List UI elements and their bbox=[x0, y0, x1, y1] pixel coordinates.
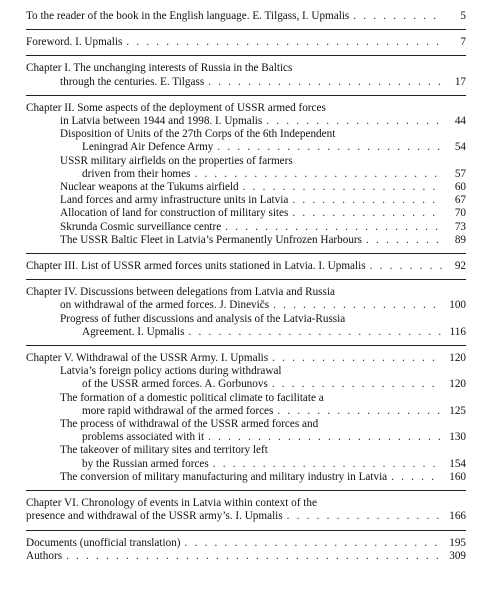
toc-subentry-title: The process of withdrawal of the USSR armed forces and bbox=[60, 418, 319, 431]
toc-entry-title: To the reader of the book in the English language. E. Tilgass, I. Upmalis bbox=[26, 10, 350, 22]
toc-entry-title-cont: in Latvia between 1944 and 1998. I. Upmalis bbox=[60, 115, 263, 128]
toc-subentry-title: Progress of futher discussions and analysis of the Latvia-Russia bbox=[60, 312, 346, 325]
toc-subentry-title: Allocation of land for construction of military sites bbox=[60, 207, 289, 220]
toc-entry-title-cont: presence and withdrawal of the USSR army’s. I. Upmalis bbox=[26, 510, 283, 523]
toc-subentry-title: The USSR Baltic Fleet in Latvia’s Permanently Unfrozen Harbours bbox=[60, 233, 362, 246]
toc-page-number: 160 bbox=[449, 470, 466, 483]
toc-entry-chapter-3[interactable] bbox=[26, 260, 466, 273]
dot-leader bbox=[287, 510, 442, 523]
toc-subentry[interactable] bbox=[26, 365, 466, 391]
dot-leader bbox=[370, 260, 442, 273]
toc-page-number: 166 bbox=[449, 510, 466, 523]
toc-page-number: 7 bbox=[460, 36, 466, 49]
dot-leader bbox=[272, 378, 442, 391]
toc-subentry[interactable] bbox=[26, 471, 466, 484]
dot-leader bbox=[292, 207, 442, 220]
toc-page-number: 60 bbox=[454, 181, 466, 194]
toc-entry-chapter-5[interactable] bbox=[26, 352, 466, 365]
dot-leader bbox=[266, 115, 442, 128]
toc-page-number: 125 bbox=[449, 404, 466, 417]
dot-leader bbox=[189, 326, 442, 339]
toc-page-number: 92 bbox=[454, 260, 466, 273]
dot-leader bbox=[243, 181, 442, 194]
toc-entry-documents[interactable] bbox=[26, 537, 466, 550]
dot-leader bbox=[126, 36, 442, 49]
dot-leader bbox=[391, 471, 442, 484]
toc-entry-chapter-2[interactable] bbox=[26, 102, 466, 128]
toc-page-number: 89 bbox=[454, 233, 466, 246]
toc-entry-title: Chapter IV. Discussions between delegations from Latvia and Russia bbox=[26, 286, 335, 299]
dot-leader bbox=[292, 194, 442, 207]
toc-entry-title: Chapter V. Withdrawal of the USSR Army. I. Upmalis bbox=[26, 352, 269, 365]
dot-leader bbox=[217, 141, 442, 154]
toc-subentry-title-cont: Agreement. I. Upmalis bbox=[82, 325, 185, 338]
toc-subentry[interactable] bbox=[26, 444, 466, 470]
toc-entry-title: Authors bbox=[26, 549, 63, 562]
toc-subentry-title-cont: by the Russian armed forces bbox=[82, 457, 209, 470]
divider bbox=[26, 279, 466, 280]
toc-subentry-title: Latvia’s foreign policy actions during withdrawal bbox=[60, 365, 282, 378]
toc-entry-foreword[interactable] bbox=[26, 36, 466, 49]
toc-subentry[interactable] bbox=[26, 313, 466, 339]
toc-subentry-title: USSR military airfields on the properties of farmers bbox=[60, 154, 293, 167]
toc-subentry[interactable] bbox=[26, 181, 466, 194]
dot-leader bbox=[225, 221, 442, 234]
dot-leader bbox=[277, 405, 442, 418]
toc-entry-title: Chapter III. List of USSR armed forces units stationed in Latvia. I. Upmalis bbox=[26, 260, 366, 273]
toc-entry-chapter-6[interactable] bbox=[26, 497, 466, 523]
toc-subentry-title: The conversion of military manufacturing and military industry in Latvia bbox=[60, 470, 388, 483]
toc-page-number: 73 bbox=[454, 220, 466, 233]
toc-entry-intro[interactable] bbox=[26, 10, 466, 23]
toc-page-number: 57 bbox=[454, 167, 466, 180]
toc-page-number: 116 bbox=[449, 325, 466, 338]
divider bbox=[26, 530, 466, 531]
toc-entry-chapter-1[interactable] bbox=[26, 62, 466, 88]
toc-subentry-title-cont: of the USSR armed forces. A. Gorbunovs bbox=[82, 378, 268, 391]
toc-subentry-title: Skrunda Cosmic surveillance centre bbox=[60, 220, 222, 233]
dot-leader bbox=[208, 431, 442, 444]
toc-page-number: 195 bbox=[449, 536, 466, 549]
toc-entry-title-cont: on withdrawal of the armed forces. J. Dinevičs bbox=[60, 299, 270, 312]
divider bbox=[26, 29, 466, 30]
toc-subentry[interactable] bbox=[26, 155, 466, 181]
toc-subentry-title: The takeover of military sites and territory left bbox=[60, 444, 268, 457]
dot-leader bbox=[66, 550, 442, 563]
toc-entry-title: Documents (unofficial translation) bbox=[26, 536, 181, 549]
toc-subentry[interactable] bbox=[26, 221, 466, 234]
toc-page-number: 309 bbox=[449, 549, 466, 562]
toc-page-number: 154 bbox=[449, 457, 466, 470]
dot-leader bbox=[353, 10, 442, 23]
dot-leader bbox=[273, 299, 442, 312]
toc-entry-title: Chapter I. The unchanging interests of Russia in the Baltics bbox=[26, 62, 293, 75]
divider bbox=[26, 55, 466, 56]
toc-page-number: 120 bbox=[449, 352, 466, 365]
toc-subentry[interactable] bbox=[26, 194, 466, 207]
toc-subentry-title-cont: Leningrad Air Defence Army bbox=[82, 141, 214, 154]
toc-entry-title: Chapter II. Some aspects of the deployment of USSR armed forces bbox=[26, 101, 326, 114]
table-of-contents bbox=[26, 10, 466, 563]
divider bbox=[26, 95, 466, 96]
divider bbox=[26, 345, 466, 346]
toc-page-number: 130 bbox=[449, 431, 466, 444]
dot-leader bbox=[213, 458, 442, 471]
toc-subentry-title: The formation of a domestic political climate to facilitate a bbox=[60, 391, 324, 404]
toc-entry-title: Chapter VI. Chronology of events in Latvia within context of the bbox=[26, 497, 317, 510]
toc-page-number: 120 bbox=[449, 378, 466, 391]
toc-subentry[interactable] bbox=[26, 207, 466, 220]
divider bbox=[26, 253, 466, 254]
dot-leader bbox=[208, 76, 442, 89]
toc-subentry-title: Disposition of Units of the 27th Corps of the 6th Independent bbox=[60, 128, 336, 141]
toc-subentry[interactable] bbox=[26, 128, 466, 154]
dot-leader bbox=[194, 168, 442, 181]
toc-subentry-title: Land forces and army infrastructure units in Latvia bbox=[60, 194, 289, 207]
dot-leader bbox=[366, 234, 442, 247]
toc-page-number: 100 bbox=[449, 299, 466, 312]
toc-entry-title: Foreword. I. Upmalis bbox=[26, 36, 123, 49]
toc-entry-title-cont: through the centuries. E. Tilgass bbox=[60, 75, 205, 88]
toc-subentry-title: Nuclear weapons at the Tukums airfield bbox=[60, 181, 239, 194]
toc-page-number: 5 bbox=[460, 10, 466, 22]
toc-entry-authors[interactable] bbox=[26, 550, 466, 563]
toc-subentry-title-cont: more rapid withdrawal of the armed forces bbox=[82, 404, 274, 417]
toc-entry-chapter-4[interactable] bbox=[26, 286, 466, 312]
toc-page-number: 44 bbox=[454, 115, 466, 128]
dot-leader bbox=[185, 537, 442, 550]
toc-page-number: 54 bbox=[454, 141, 466, 154]
toc-page-number: 70 bbox=[454, 207, 466, 220]
divider bbox=[26, 490, 466, 491]
toc-subentry-title-cont: driven from their homes bbox=[82, 167, 191, 180]
toc-page-number: 17 bbox=[454, 75, 466, 88]
toc-page-number: 67 bbox=[454, 194, 466, 207]
dot-leader bbox=[272, 352, 442, 365]
toc-subentry[interactable] bbox=[26, 234, 466, 247]
toc-subentry-title-cont: problems associated with it bbox=[82, 431, 205, 444]
toc-subentry[interactable] bbox=[26, 418, 466, 444]
toc-subentry[interactable] bbox=[26, 392, 466, 418]
